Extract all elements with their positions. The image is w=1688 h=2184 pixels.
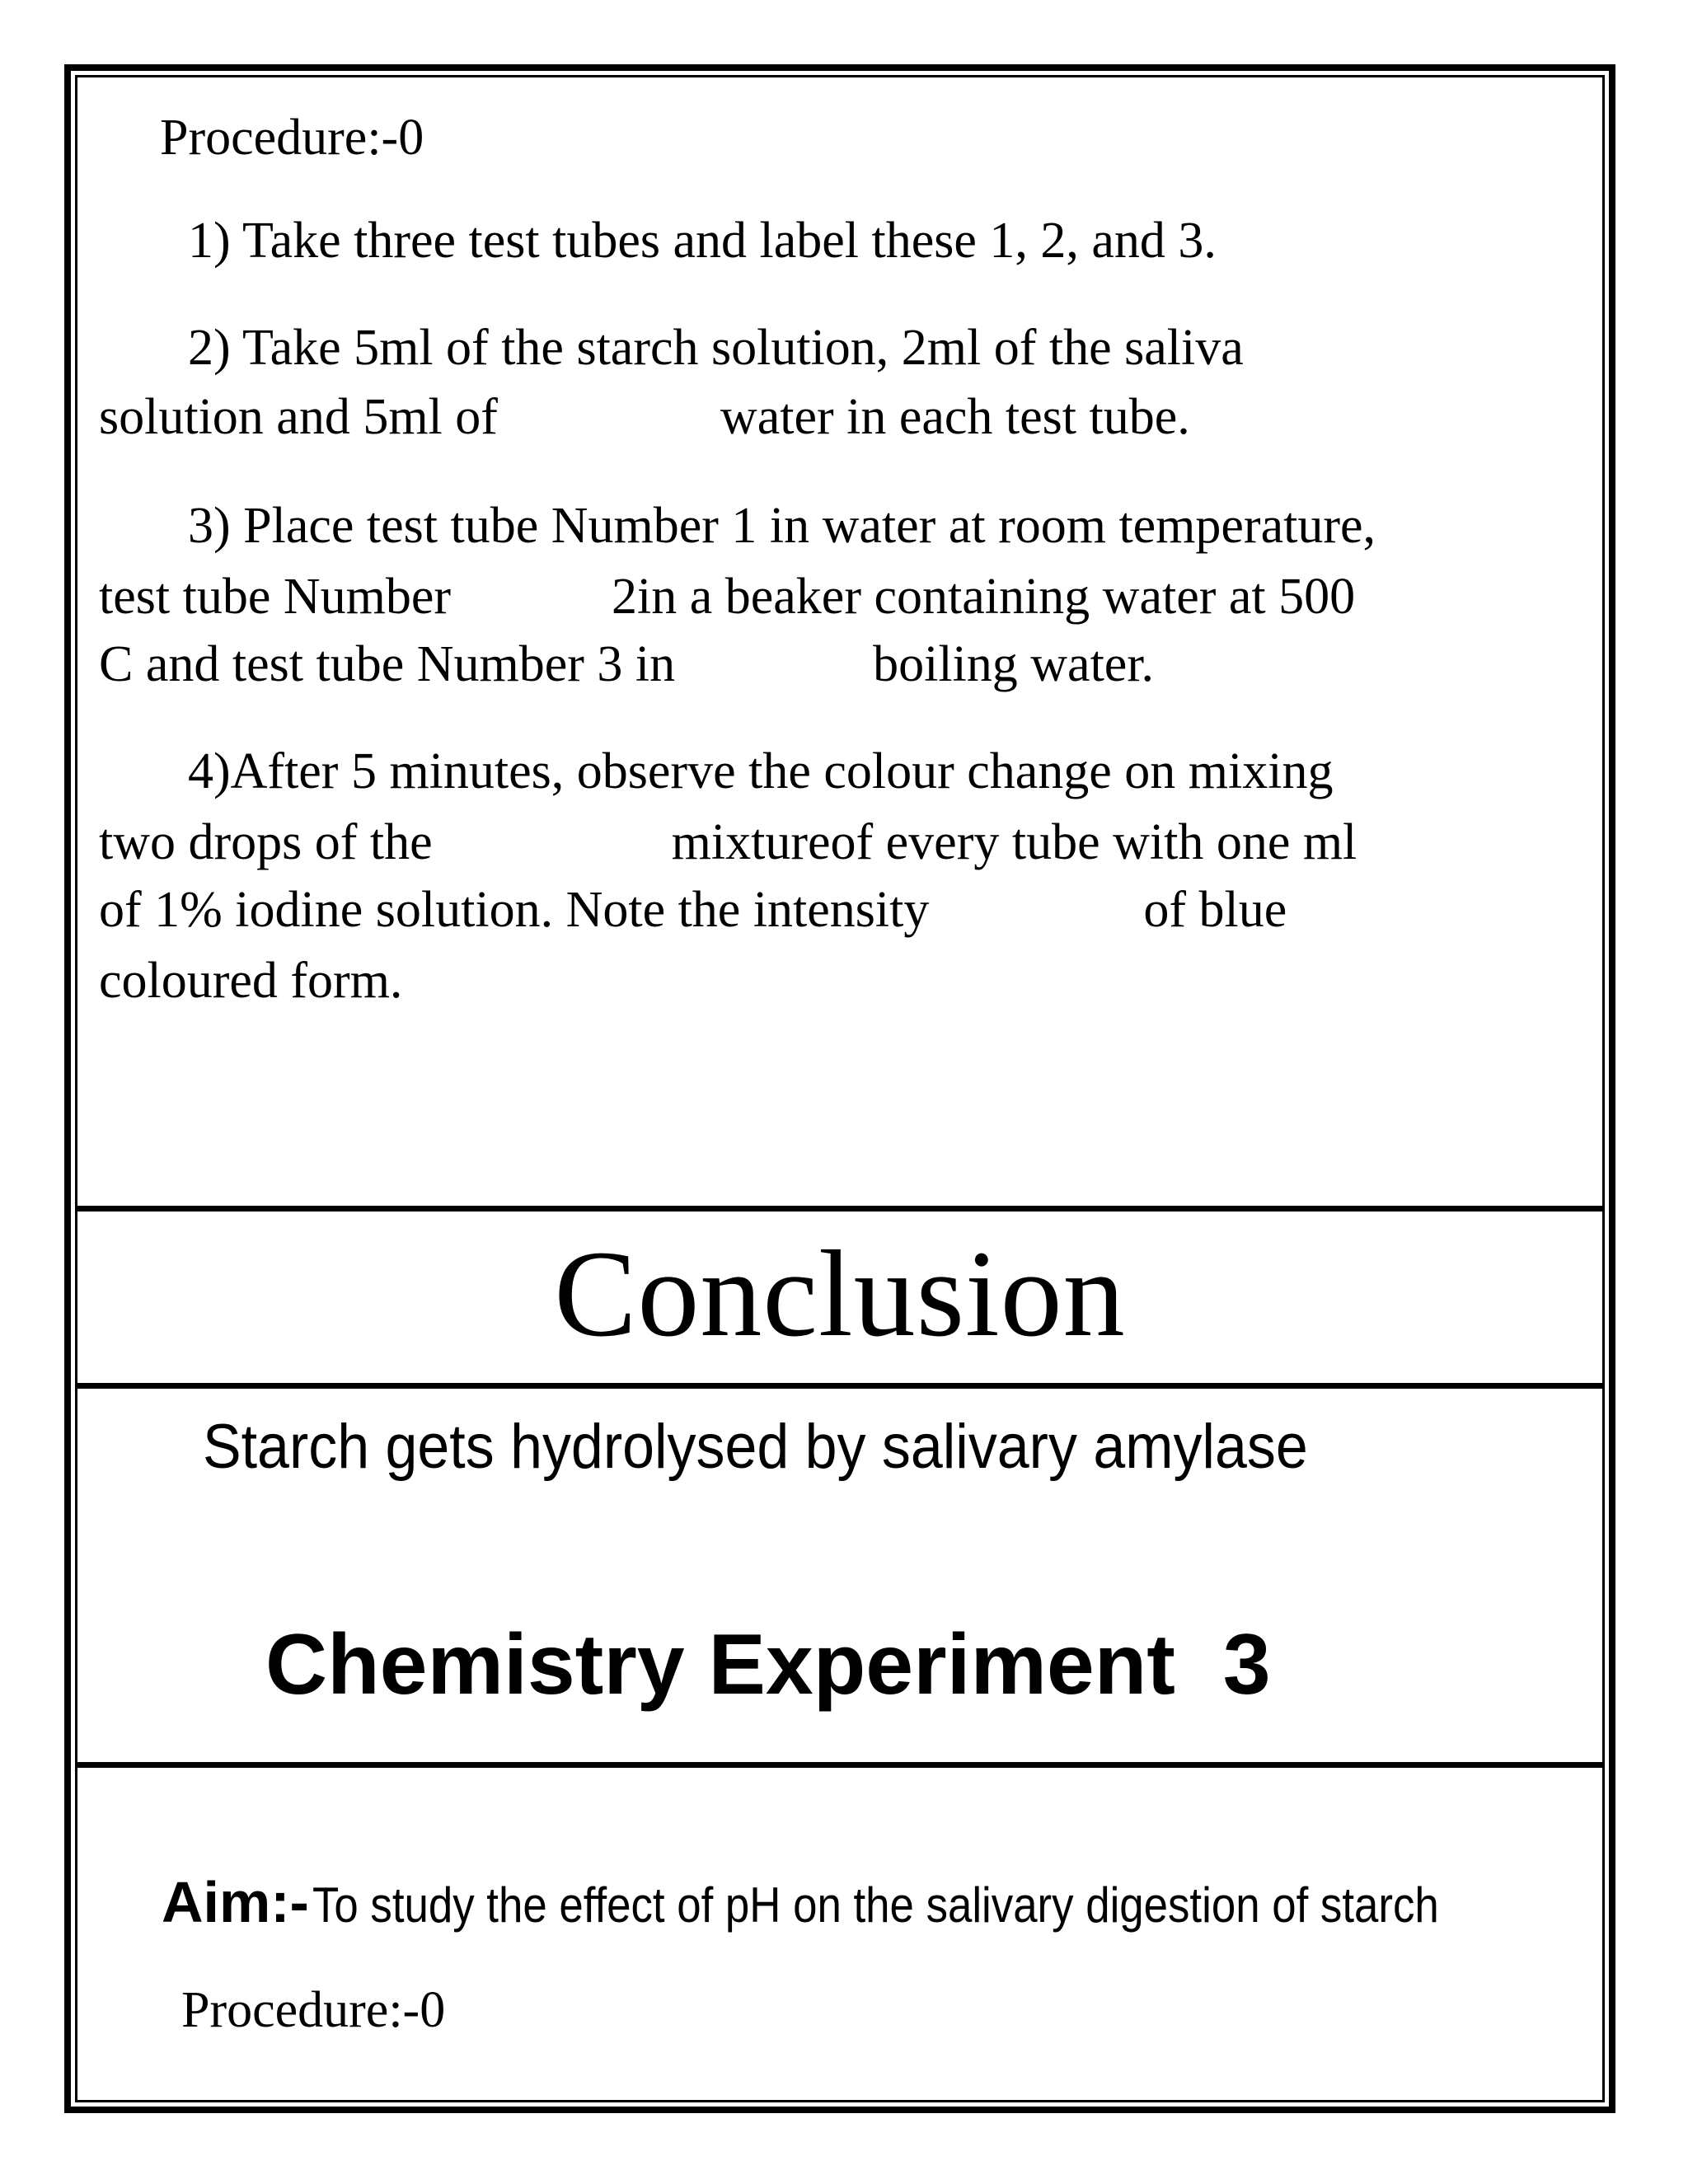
step-4-text-b: two drops of the (99, 814, 433, 870)
step-4-text-a: 4)After 5 minutes, observe the colour change on mixing (188, 743, 1334, 799)
step-2-line-1 (99, 315, 1582, 381)
step-4-text-f: coloured form. (99, 953, 403, 1009)
step-2-text-b: solution and 5ml of (99, 389, 498, 445)
step-3-line-3 (99, 631, 1582, 697)
step-2-text-a: 2) Take 5ml of the starch solution, 2ml of the saliva (188, 320, 1244, 376)
step-1-text: 1) Take three test tubes and label these 1, 2, and 3. (188, 213, 1217, 269)
step-2-line-2 (99, 384, 1582, 450)
conclusion-text: Starch gets hydrolysed by salivary amylase (203, 1412, 1308, 1482)
aim-text: To study the effect of pH on the salivary digestion of starch (312, 1877, 1440, 1933)
step-3-text-c: 2in a beaker containing water at 500 (612, 569, 1356, 625)
procedure-heading-2: Procedure:-0 (181, 1982, 446, 2038)
step-3-text-e: boiling water. (873, 636, 1155, 692)
step-3-text-a: 3) Place test tube Number 1 in water at room temperature, (188, 498, 1376, 554)
step-3-line-2 (99, 564, 1582, 630)
step-3-text-b: test tube Number (99, 569, 452, 625)
step-4-line-4 (99, 948, 1582, 1014)
procedure-heading: Procedure:-0 (160, 110, 424, 166)
divider-above-conclusion (77, 1206, 1602, 1212)
step-3-text-d: C and test tube Number 3 in (99, 636, 676, 692)
step-2-text-c: water in each test tube. (720, 389, 1190, 445)
aim-line (162, 1864, 1592, 1957)
conclusion-title: Conclusion (554, 1226, 1126, 1362)
step-4-line-3 (99, 877, 1582, 943)
step-3-line-1 (99, 493, 1582, 559)
divider-below-conclusion-title (77, 1383, 1602, 1389)
step-4-text-e: of blue (1143, 882, 1287, 938)
aim-label: Aim:- (162, 1870, 309, 1934)
divider-above-aim (77, 1762, 1602, 1768)
step-4-text-d: of 1% iodine solution. Note the intensity (99, 882, 930, 938)
step-4-line-2 (99, 809, 1582, 875)
step-1-line-1 (99, 208, 1582, 274)
experiment-title: Chemistry Experiment 3 (265, 1617, 1271, 1713)
step-4-text-c: mixtureof every tube with one ml (671, 814, 1357, 870)
step-4-line-1 (99, 738, 1582, 804)
